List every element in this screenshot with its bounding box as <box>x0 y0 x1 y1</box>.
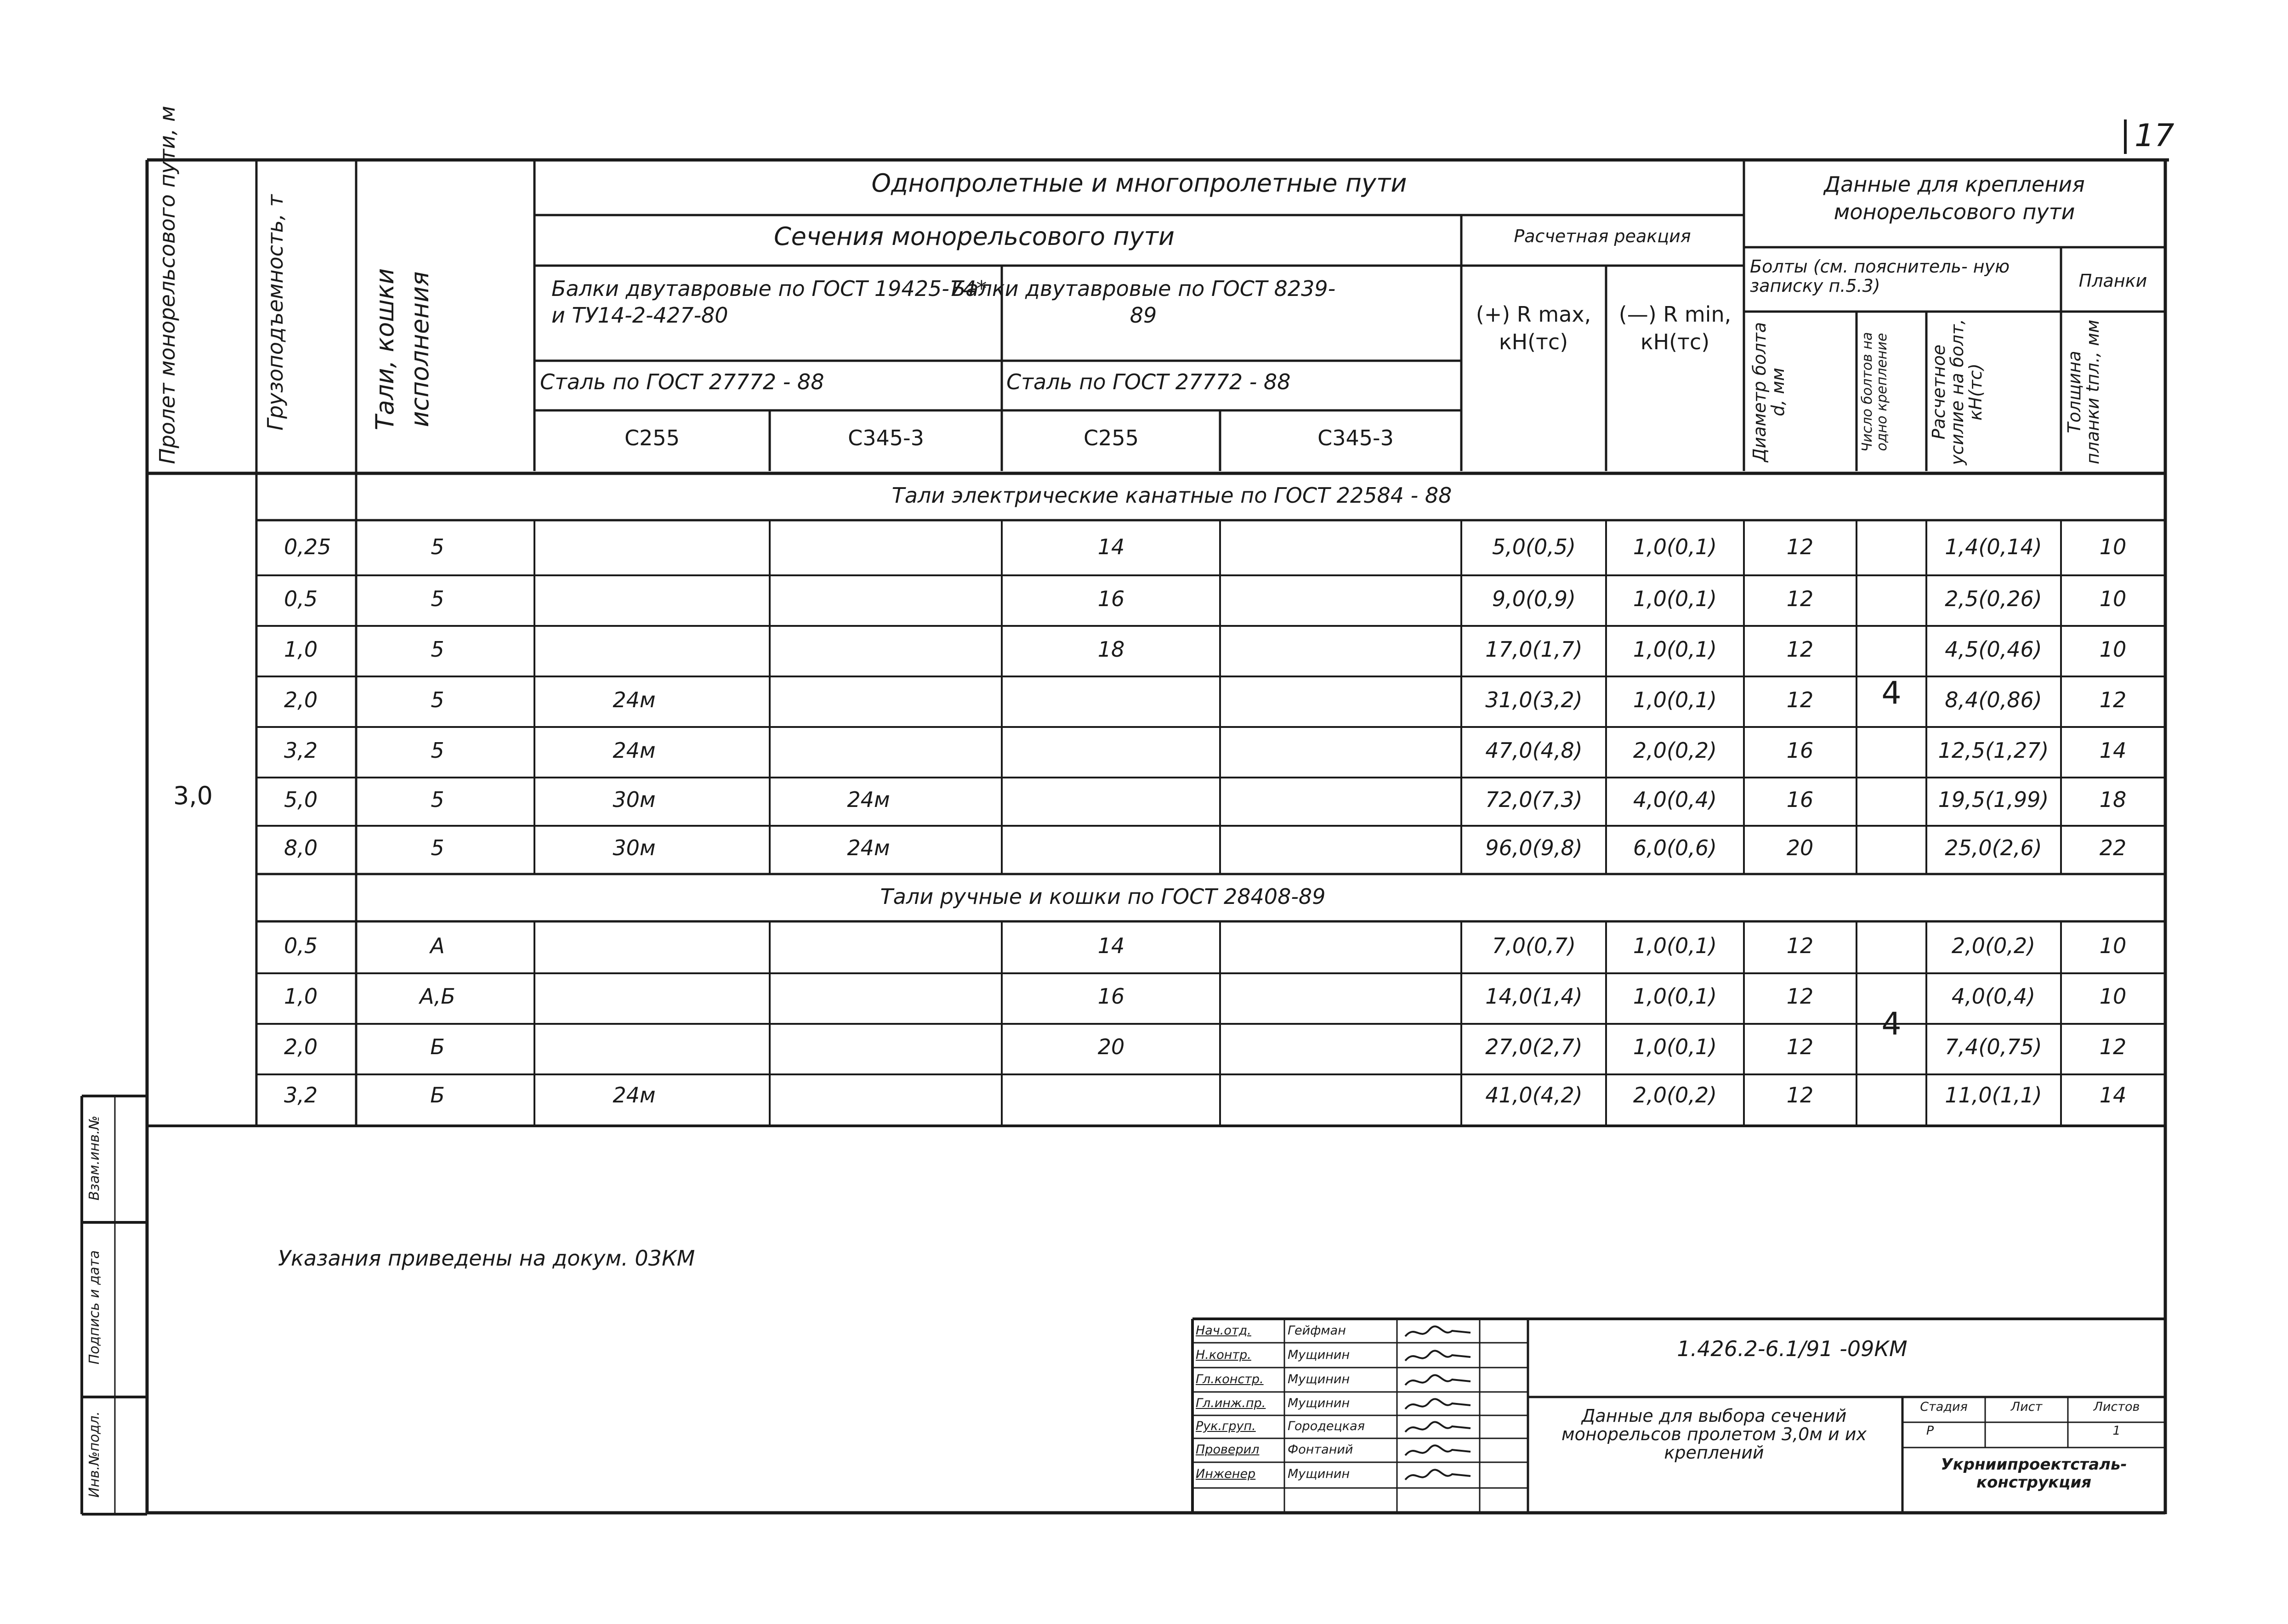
cell-t: 10 <box>2099 534 2127 559</box>
cell-b3: 14 <box>1097 534 1125 559</box>
cell-cap: 2,0 <box>284 1034 318 1059</box>
cell-b3: 18 <box>1097 637 1125 662</box>
cell-b1: 24м <box>613 687 656 712</box>
hoist-header: Тали, кошки исполнения <box>370 268 434 431</box>
document-code: 1.426.2-6.1/91 -09КМ <box>1677 1336 1908 1361</box>
signature-role: Проверил <box>1196 1442 1260 1457</box>
cell-force: 12,5(1,27) <box>1938 738 2049 763</box>
cell-hoist: 5 <box>431 835 444 860</box>
steel-grade-1: С255 <box>625 426 680 450</box>
reaction-header: Расчетная реакция <box>1514 226 1691 246</box>
signature-name: Мущинин <box>1288 1467 1350 1481</box>
signature-role: Инженер <box>1196 1467 1256 1481</box>
cell-b1: 24м <box>613 738 656 763</box>
cell-b3: 20 <box>1097 1034 1125 1059</box>
cell-hoist: 5 <box>431 586 444 611</box>
cell-t: 10 <box>2099 933 2127 958</box>
cell-cap: 0,5 <box>284 933 318 958</box>
signature-name: Гейфман <box>1288 1323 1346 1338</box>
signature-name: Городецкая <box>1288 1419 1365 1433</box>
bolt-count-section1: 4 <box>1881 675 1902 711</box>
cell-hoist: 5 <box>431 787 444 812</box>
beams1-header: Балки двутавровые по ГОСТ 19425-74* и ТУ14-2-427-80 <box>551 276 987 328</box>
sheets-value: 1 <box>2112 1424 2121 1438</box>
cell-rmin: 1,0(0,1) <box>1633 637 1717 662</box>
section2-title: Тали ручные и кошки по ГОСТ 28408-89 <box>880 884 1326 909</box>
signature-role: Н.контр. <box>1196 1348 1251 1362</box>
cell-rmin: 1,0(0,1) <box>1633 687 1717 712</box>
cell-t: 10 <box>2099 586 2127 611</box>
stage-value: Р <box>1926 1424 1934 1438</box>
cell-rmax: 96,0(9,8) <box>1485 835 1583 860</box>
signature-name: Фонтаний <box>1288 1442 1353 1457</box>
cell-hoist: 5 <box>431 637 444 662</box>
cell-t: 18 <box>2099 787 2127 812</box>
cell-b2: 24м <box>847 835 890 860</box>
cell-d: 12 <box>1786 1034 1814 1059</box>
cell-d: 20 <box>1786 835 1814 860</box>
routes-header: Однопролетные и многопролетные пути <box>871 169 1407 198</box>
cell-force: 8,4(0,86) <box>1945 687 2042 712</box>
signature-name: Мущинин <box>1288 1372 1350 1386</box>
cell-rmin: 4,0(0,4) <box>1633 787 1717 812</box>
span-header: Пролет монорельсового пути, м <box>155 106 180 464</box>
cell-rmax: 14,0(1,4) <box>1485 984 1583 1009</box>
signature-role: Нач.отд. <box>1196 1323 1251 1338</box>
cell-t: 14 <box>2099 1083 2127 1107</box>
cell-hoist: А,Б <box>420 984 455 1009</box>
cell-t: 12 <box>2099 687 2127 712</box>
handwritten-signature <box>1402 1395 1475 1415</box>
cell-b1: 24м <box>613 1083 656 1107</box>
cell-rmax: 47,0(4,8) <box>1485 738 1583 763</box>
plates-header: Планки <box>2078 271 2147 291</box>
cell-force: 11,0(1,1) <box>1945 1083 2042 1107</box>
cell-t: 10 <box>2099 984 2127 1009</box>
rmin-header: (—) R min, кН(тс) <box>1618 302 1732 354</box>
beams2-header: Балки двутавровые по ГОСТ 8239-89 <box>951 276 1336 328</box>
cell-hoist: 5 <box>431 738 444 763</box>
section1-title: Тали электрические канатные по ГОСТ 22584 - 88 <box>891 483 1452 508</box>
handwritten-signature <box>1402 1442 1475 1462</box>
cell-cap: 2,0 <box>284 687 318 712</box>
cell-t: 10 <box>2099 637 2127 662</box>
cell-force: 4,0(0,4) <box>1951 984 2036 1009</box>
cell-cap: 5,0 <box>284 787 318 812</box>
stage-label: Стадия <box>1920 1400 1968 1414</box>
cell-d: 12 <box>1786 984 1814 1009</box>
cell-rmax: 7,0(0,7) <box>1492 933 1576 958</box>
bolts-header: Болты (см. пояснитель- ную записку п.5.3) <box>1750 256 2010 296</box>
side-label-signature: Подпись и дата <box>86 1250 102 1365</box>
cell-force: 2,0(0,2) <box>1951 933 2036 958</box>
side-label-replacement: Взам.инв.№ <box>86 1115 102 1201</box>
span-value: 3,0 <box>173 781 213 810</box>
cell-cap: 1,0 <box>284 984 318 1009</box>
organization-name: Укрниипроектсталь- конструкция <box>1941 1455 2127 1492</box>
signature-role: Рук.груп. <box>1196 1419 1256 1433</box>
side-label-inventory: Инв.№подл. <box>86 1411 102 1498</box>
cell-force: 25,0(2,6) <box>1945 835 2042 860</box>
plate-thickness-header: Толщина планки tпл., мм <box>2064 319 2103 465</box>
cell-rmax: 9,0(0,9) <box>1492 586 1576 611</box>
cell-rmin: 1,0(0,1) <box>1633 586 1717 611</box>
cell-b2: 24м <box>847 787 890 812</box>
cell-rmin: 1,0(0,1) <box>1633 534 1717 559</box>
bolt-count-section2: 4 <box>1881 1006 1902 1042</box>
cell-rmin: 1,0(0,1) <box>1633 1034 1717 1059</box>
cell-rmin: 1,0(0,1) <box>1633 933 1717 958</box>
cell-d: 12 <box>1786 687 1814 712</box>
handwritten-signature <box>1402 1371 1475 1391</box>
steel-grade-3: С255 <box>1084 426 1139 450</box>
cell-d: 12 <box>1786 637 1814 662</box>
cell-rmin: 6,0(0,6) <box>1633 835 1717 860</box>
cell-b1: 30м <box>613 835 656 860</box>
cell-cap: 3,2 <box>284 738 318 763</box>
cell-b3: 16 <box>1097 984 1125 1009</box>
cell-d: 12 <box>1786 1083 1814 1107</box>
note-text: Указания приведены на докум. 03КМ <box>278 1246 695 1271</box>
cell-hoist: Б <box>430 1083 445 1107</box>
handwritten-signature <box>1402 1323 1475 1343</box>
cell-b3: 16 <box>1097 586 1125 611</box>
bolt-count-header: Число болтов на одно крепление <box>1859 332 1890 452</box>
cell-hoist: 5 <box>431 534 444 559</box>
cell-force: 2,5(0,26) <box>1945 586 2042 611</box>
cell-b3: 14 <box>1097 933 1125 958</box>
cell-cap: 0,5 <box>284 586 318 611</box>
cell-d: 12 <box>1786 586 1814 611</box>
cell-rmax: 27,0(2,7) <box>1485 1034 1583 1059</box>
cell-force: 7,4(0,75) <box>1945 1034 2042 1059</box>
cell-cap: 3,2 <box>284 1083 318 1107</box>
cell-d: 16 <box>1786 738 1814 763</box>
page-number: 17 <box>2135 118 2174 154</box>
cell-d: 12 <box>1786 534 1814 559</box>
cell-cap: 0,25 <box>284 534 331 559</box>
cell-rmax: 5,0(0,5) <box>1492 534 1576 559</box>
cell-force: 1,4(0,14) <box>1945 534 2042 559</box>
cell-rmax: 17,0(1,7) <box>1485 637 1583 662</box>
steel-grade-4: С345-3 <box>1317 426 1394 450</box>
signature-role: Гл.констр. <box>1196 1372 1264 1386</box>
handwritten-signature <box>1402 1347 1475 1367</box>
cell-rmin: 2,0(0,2) <box>1633 1083 1717 1107</box>
cell-t: 14 <box>2099 738 2127 763</box>
handwritten-signature <box>1402 1418 1475 1438</box>
cell-d: 16 <box>1786 787 1814 812</box>
cell-rmin: 1,0(0,1) <box>1633 984 1717 1009</box>
cell-rmin: 2,0(0,2) <box>1633 738 1717 763</box>
cell-b1: 30м <box>613 787 656 812</box>
cell-rmax: 31,0(3,2) <box>1485 687 1583 712</box>
signature-name: Мущинин <box>1288 1348 1350 1362</box>
sheet-label: Лист <box>2010 1400 2043 1414</box>
bolt-force-header: Расчетное усилие на болт, кН(тс) <box>1929 319 1986 465</box>
cell-force: 4,5(0,46) <box>1945 637 2042 662</box>
cell-cap: 8,0 <box>284 835 318 860</box>
cell-rmax: 72,0(7,3) <box>1485 787 1583 812</box>
cell-cap: 1,0 <box>284 637 318 662</box>
rmax-header: (+) R max, кН(тс) <box>1476 302 1591 354</box>
sheet-description: Данные для выбора сечений монорельсов пролетом 3,0м и их креплений <box>1561 1406 1867 1463</box>
signature-role: Гл.инж.пр. <box>1196 1396 1266 1410</box>
steel2-header: Сталь по ГОСТ 27772 - 88 <box>1006 369 1291 394</box>
signature-name: Мущинин <box>1288 1396 1350 1410</box>
sections-header: Сечения монорельсового пути <box>773 222 1175 251</box>
bolt-diameter-header: Диаметр болта d, мм <box>1749 322 1788 462</box>
cell-d: 12 <box>1786 933 1814 958</box>
sheets-label: Листов <box>2093 1400 2140 1414</box>
cell-t: 12 <box>2099 1034 2127 1059</box>
fastening-header: Данные для крепления монорельсового пути <box>1824 172 2085 224</box>
cell-force: 19,5(1,99) <box>1938 787 2049 812</box>
cell-t: 22 <box>2099 835 2127 860</box>
cell-rmax: 41,0(4,2) <box>1485 1083 1583 1107</box>
cell-hoist: 5 <box>431 687 444 712</box>
capacity-header: Грузоподъемность, т <box>263 194 288 431</box>
steel-grade-2: С345-3 <box>848 426 924 450</box>
handwritten-signature <box>1402 1466 1475 1486</box>
cell-hoist: А <box>430 933 445 958</box>
cell-hoist: Б <box>430 1034 445 1059</box>
steel1-header: Сталь по ГОСТ 27772 - 88 <box>540 369 824 394</box>
